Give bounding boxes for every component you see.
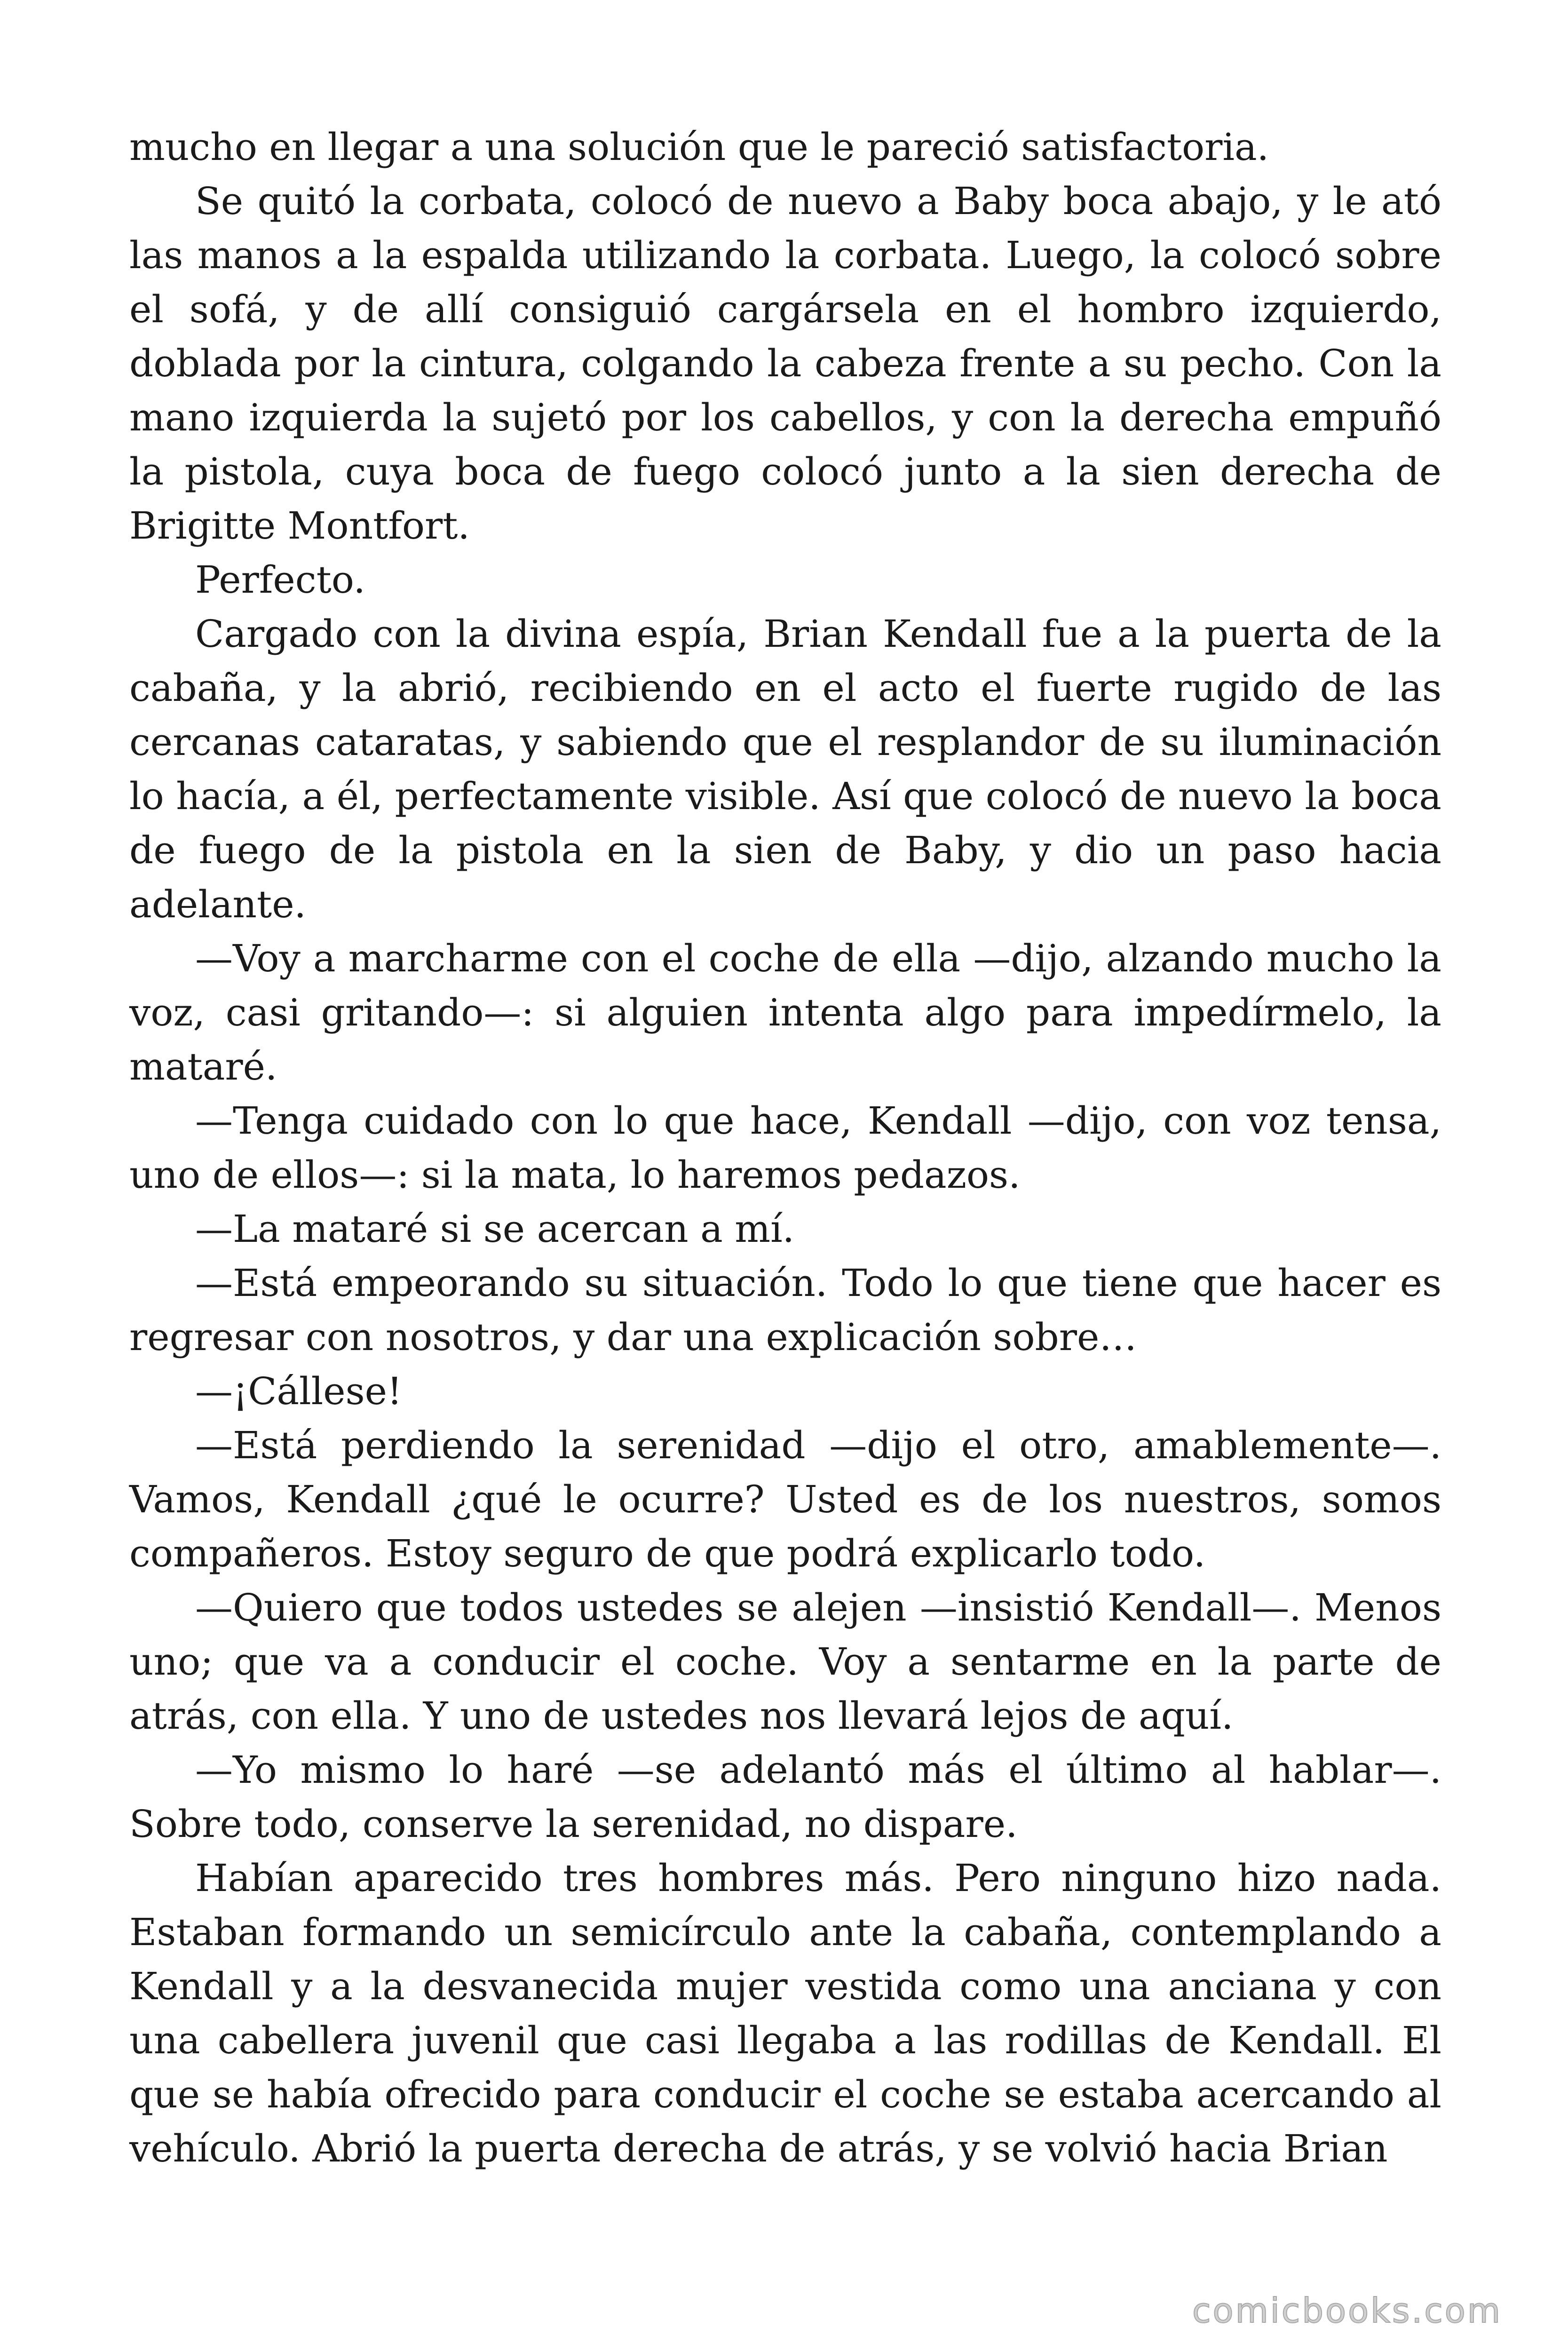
paragraph-5: —Voy a marcharme con el coche de ella —dijo, alzando mucho la voz, casi gritando—: si alguien intenta algo para impedírmelo, la mataré.	[129, 937, 1441, 1089]
paragraph-8: —Está empeorando su situación. Todo lo que tiene que hacer es regresar con nosotros, y dar una explicación sobre…	[129, 1261, 1441, 1359]
paragraph-10: —Está perdiendo la serenidad —dijo el otro, amablemente—. Vamos, Kendall ¿qué le ocurre? Usted es de los nuestros, somos compañeros. Estoy seguro de que podrá explicarlo todo.	[129, 1423, 1441, 1575]
watermark: comicbooks.com	[1192, 2291, 1502, 2330]
paragraph-6: —Tenga cuidado con lo que hace, Kendall —dijo, con voz tensa, uno de ellos—: si la mata, lo haremos pedazos.	[129, 1099, 1441, 1197]
paragraph-3: Perfecto.	[195, 558, 365, 602]
paragraph-13: Habían aparecido tres hombres más. Pero ninguno hizo nada. Estaban formando un semicírculo ante la cabaña, contemplando a Kendall y a la desvanecida mujer vestida como una anciana y con una cabellera juvenil que casi llegaba a las rodillas de Kendall. El que se había ofrecido para conducir el coche se estaba acercando al vehículo. Abrió la puerta derecha de atrás, y se volvió hacia Brian	[129, 1856, 1441, 2170]
paragraph-1: mucho en llegar a una solución que le pareció satisfactoria.	[129, 125, 1269, 169]
paragraph-2: Se quitó la corbata, colocó de nuevo a Baby boca abajo, y le ató las manos a la espalda utilizando la corbata. Luego, la colocó sobre el sofá, y de allí consiguió cargársela en el hombro izquierdo, doblada por la cintura, colgando la cabeza frente a su pecho. Con la mano izquierda la sujetó por los cabellos, y con la derecha empuñó la pistola, cuya boca de fuego colocó junto a la sien derecha de Brigitte Montfort.	[129, 179, 1441, 548]
paragraph-12: —Yo mismo lo haré —se adelantó más el último al hablar—. Sobre todo, conserve la serenidad, no dispare.	[129, 1748, 1441, 1846]
page-text	[129, 120, 1441, 2176]
paragraph-7: —La mataré si se acercan a mí.	[195, 1207, 795, 1251]
paragraph-11: —Quiero que todos ustedes se alejen —insistió Kendall—. Menos uno; que va a conducir el coche. Voy a sentarme en la parte de atrás, con ella. Y uno de ustedes nos llevará lejos de aquí.	[129, 1586, 1441, 1738]
paragraph-4: Cargado con la divina espía, Brian Kendall fue a la puerta de la cabaña, y la abrió, recibiendo en el acto el fuerte rugido de las cercanas cataratas, y sabiendo que el resplandor de su iluminación lo hacía, a él, perfectamente visible. Así que colocó de nuevo la boca de fuego de la pistola en la sien de Baby, y dio un paso hacia adelante.	[129, 612, 1441, 926]
paragraph-9: —¡Cállese!	[195, 1369, 403, 1413]
